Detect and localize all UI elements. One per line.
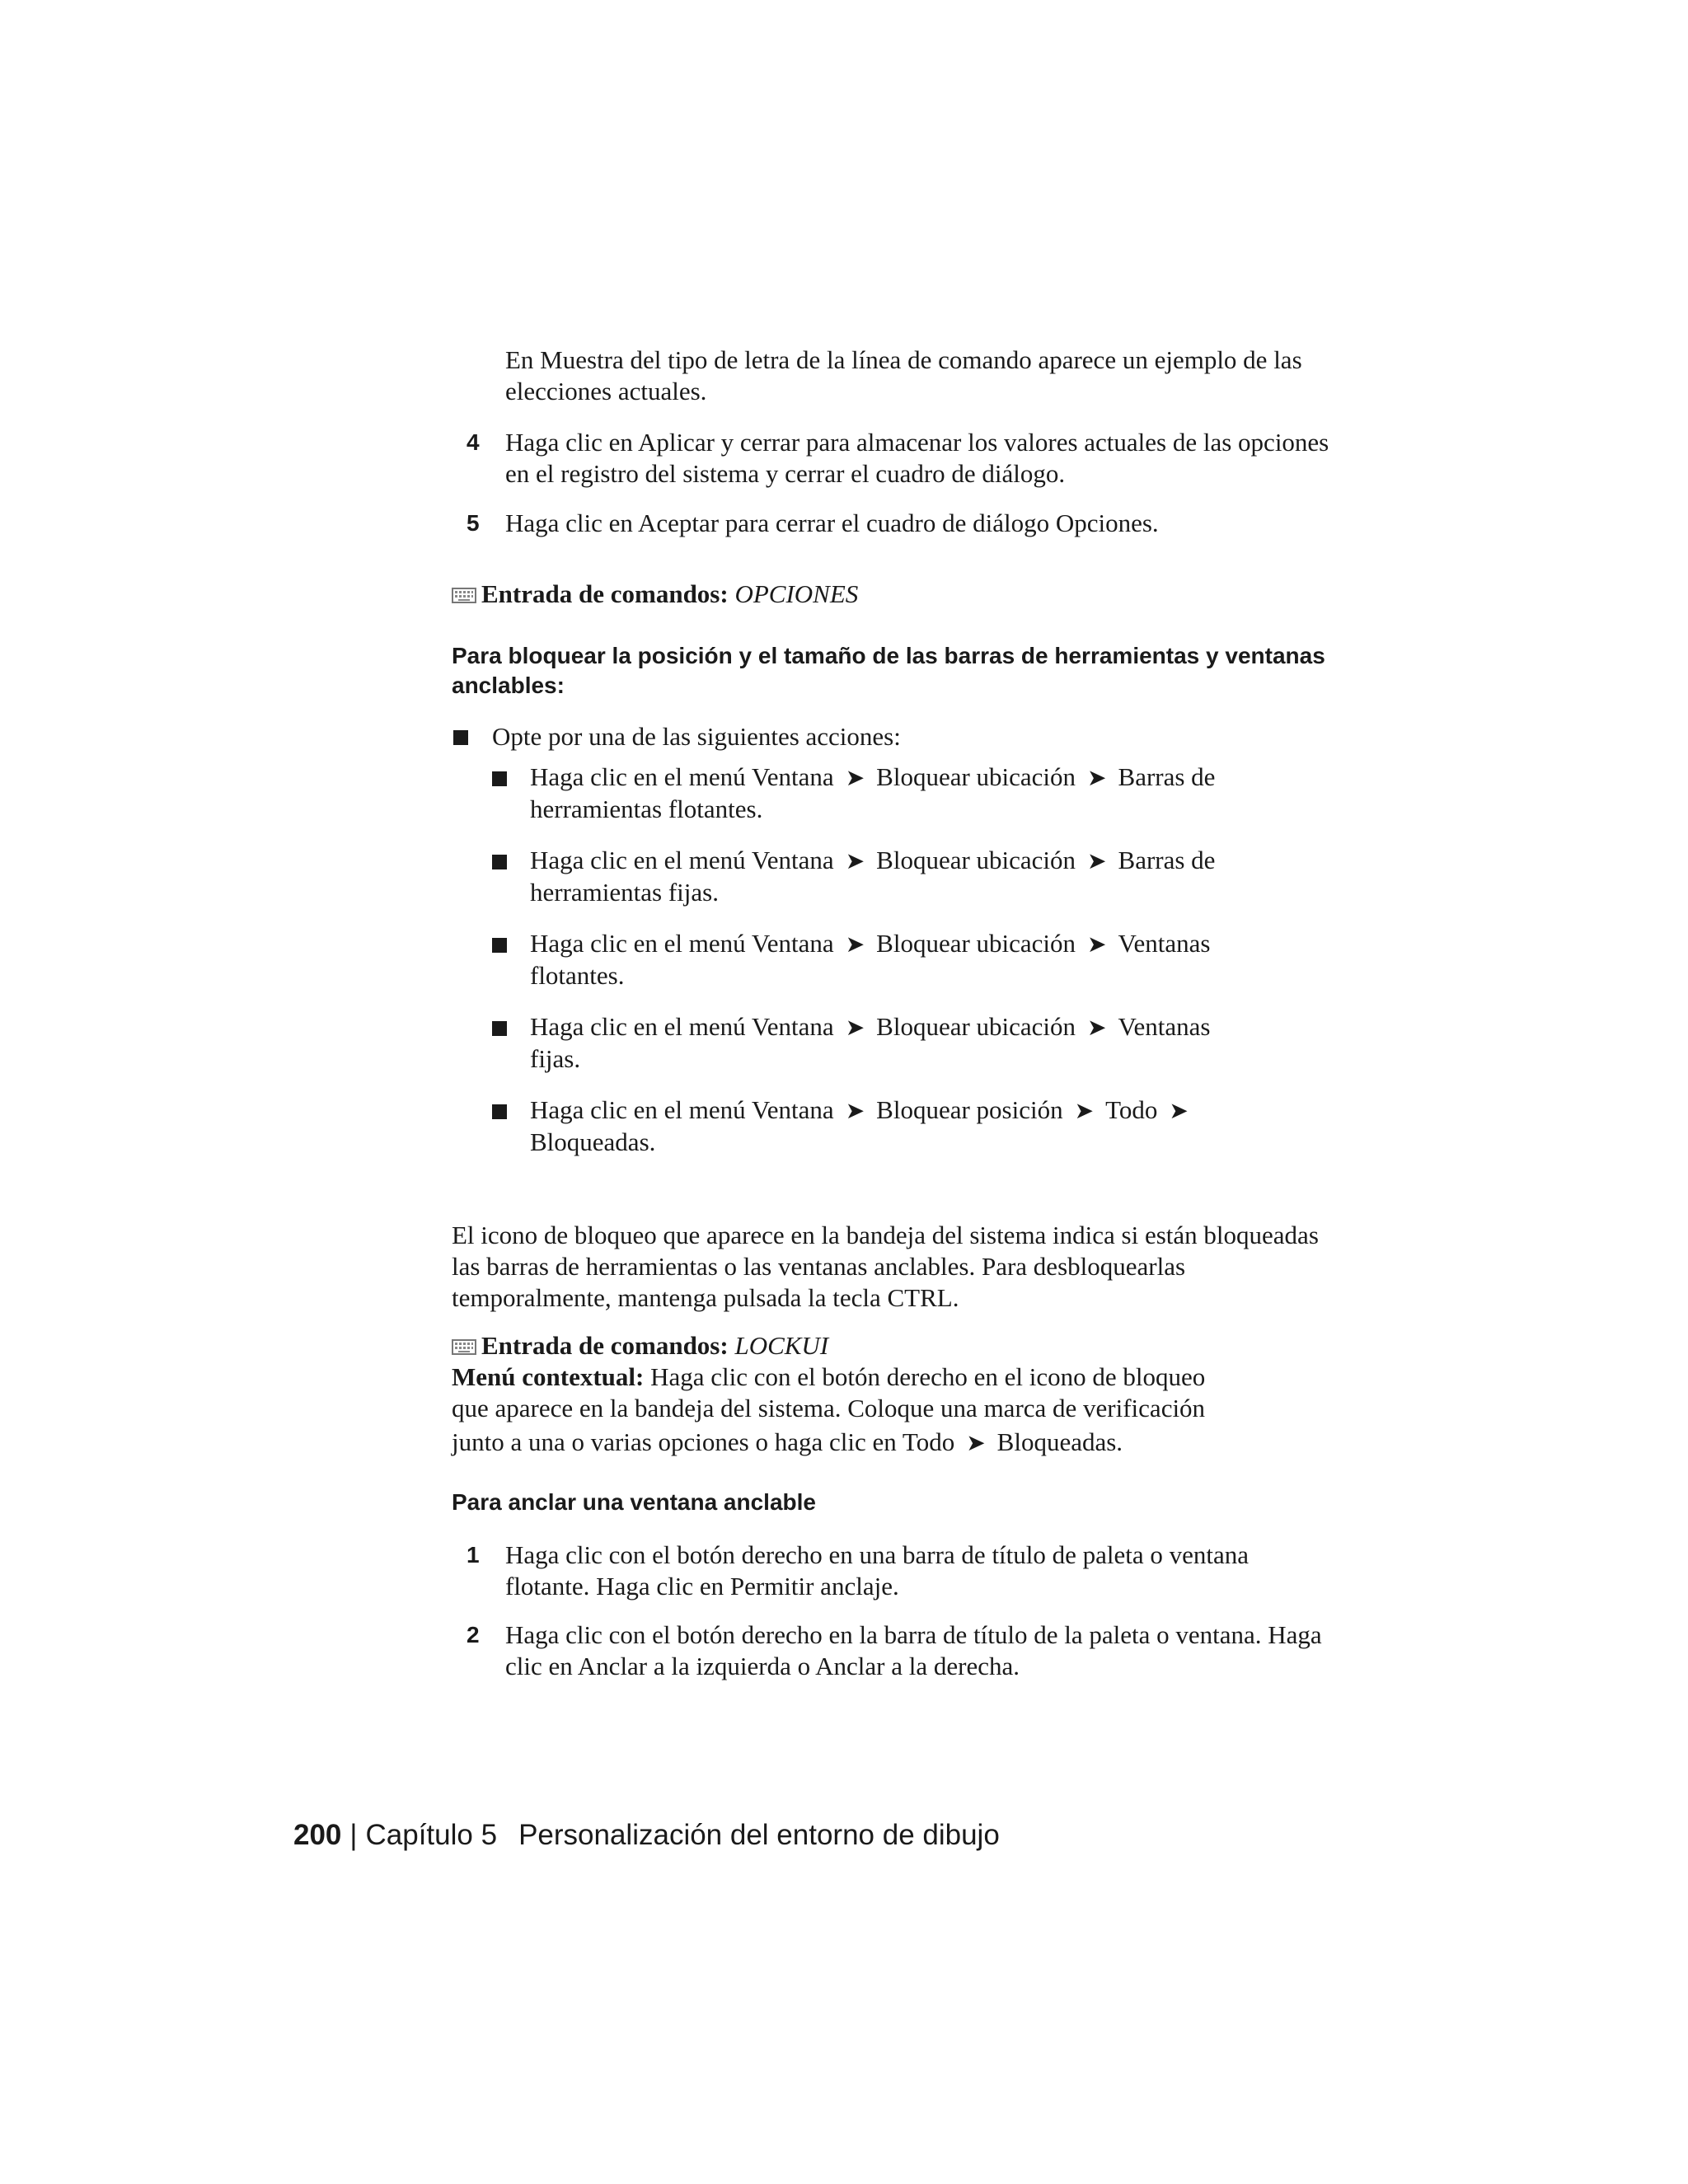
lock-paragraph: El icono de bloqueo que aparece en la bandeja del sistema indica si están bloqueadas las barras de herramientas o las ventanas anclables. Para desbloquearlas temporalmente, mantenga pulsada la tecla CTRL. [452,1221,1319,1312]
arrow-right-icon: ➤ [966,1429,986,1456]
page-footer [293,1817,1000,1854]
menu-text-continued: flotantes. [530,961,625,990]
step-number: 2 [467,1622,480,1647]
step-text: Haga clic con el botón derecho en la barra de título de la paleta o ventana. Haga clic en Anclar a la izquierda o Anclar a la derecha. [505,1620,1322,1680]
context-menu-line [452,1427,1123,1459]
step-number: 1 [467,1542,480,1568]
command-label: Entrada de comandos: [481,579,729,608]
step-text: Haga clic en Aplicar y cerrar para almacenar los valores actuales de las opciones en el registro del sistema y cerrar el cuadro de diálogo. [505,428,1329,488]
arrow-right-icon: ➤ [1074,1097,1095,1124]
sub-bullet-square [492,1104,507,1119]
keyboard-icon [452,586,476,604]
arrow-right-icon: ➤ [845,764,865,791]
chapter-title: Personalización del entorno de dibujo [518,1819,1000,1851]
menu-text: Haga clic en el menú Ventana [530,929,834,958]
sub-bullet-item [530,845,1338,908]
keyboard-icon [452,1338,476,1356]
menu-text: Barras de [1118,762,1216,791]
context-menu-text: Bloqueadas. [996,1427,1123,1456]
menu-text-continued: herramientas flotantes. [530,794,763,823]
arrow-right-icon: ➤ [1169,1097,1189,1124]
arrow-right-icon: ➤ [1087,1014,1107,1041]
chapter-label: Capítulo 5 [365,1819,498,1851]
procedure-heading: Para anclar una ventana anclable [452,1489,816,1515]
bullet-square [453,730,468,745]
command-label: Entrada de comandos: [481,1331,729,1360]
menu-text: Todo [1105,1095,1158,1124]
step-text: Haga clic con el botón derecho en una barra de título de paleta o ventana flotante. Haga clic en Permitir anclaje. [505,1540,1250,1601]
menu-text-continued: herramientas fijas. [530,878,719,907]
sub-bullet-square [492,771,507,786]
menu-text-continued: fijas. [530,1044,581,1073]
arrow-right-icon: ➤ [1087,930,1107,958]
menu-text: Haga clic en el menú Ventana [530,1012,834,1041]
sub-bullet-square [492,938,507,953]
menu-text: Haga clic en el menú Ventana [530,1095,834,1124]
sub-bullet-item [530,762,1338,825]
sub-bullet-item [530,1011,1338,1075]
menu-text: Ventanas [1118,929,1211,958]
context-menu-text: junto a una o varias opciones o haga clic en Todo [452,1427,955,1456]
context-menu-label: Menú contextual: [452,1362,645,1391]
sub-bullet-square [492,1021,507,1036]
menu-text: Bloquear ubicación [876,846,1076,874]
arrow-right-icon: ➤ [1087,764,1107,791]
sub-bullet-item [530,1094,1338,1158]
menu-text: Bloquear posición [876,1095,1063,1124]
step-text: Haga clic en Aceptar para cerrar el cuadro de diálogo Opciones. [505,509,1159,537]
menu-text: Bloquear ubicación [876,1012,1076,1041]
menu-text: Haga clic en el menú Ventana [530,762,834,791]
context-menu-line [452,1361,1205,1393]
arrow-right-icon: ➤ [845,1014,865,1041]
arrow-right-icon: ➤ [845,1097,865,1124]
context-menu-text: Haga clic con el botón derecho en el icono de bloqueo [650,1362,1206,1391]
command-value: LOCKUI [734,1331,829,1360]
menu-text: Haga clic en el menú Ventana [530,846,834,874]
arrow-right-icon: ➤ [1087,847,1107,874]
arrow-right-icon: ➤ [845,847,865,874]
menu-text-continued: Bloqueadas. [530,1127,656,1156]
menu-text: Bloquear ubicación [876,929,1076,958]
sub-bullet-item [530,928,1338,991]
sub-bullet-square [492,855,507,869]
footer-separator: | [349,1819,358,1851]
context-menu-text: que aparece en la bandeja del sistema. Coloque una marca de verificación [452,1394,1206,1422]
step-number: 4 [467,429,480,455]
arrow-right-icon: ➤ [845,930,865,958]
page-number: 200 [293,1819,342,1851]
menu-text: Barras de [1118,846,1216,874]
bullet-text: Opte por una de las siguientes acciones: [492,722,901,751]
menu-text: Ventanas [1118,1012,1211,1041]
command-entry [452,579,858,610]
procedure-heading: Para bloquear la posición y el tamaño de las barras de herramientas y ventanas anclables: [452,643,1325,698]
menu-text: Bloquear ubicación [876,762,1076,791]
command-entry [452,1330,828,1361]
intro-paragraph: En Muestra del tipo de letra de la línea de comando aparece un ejemplo de las elecciones actuales. [505,345,1302,405]
step-number: 5 [467,510,480,536]
command-value: OPCIONES [734,579,859,608]
